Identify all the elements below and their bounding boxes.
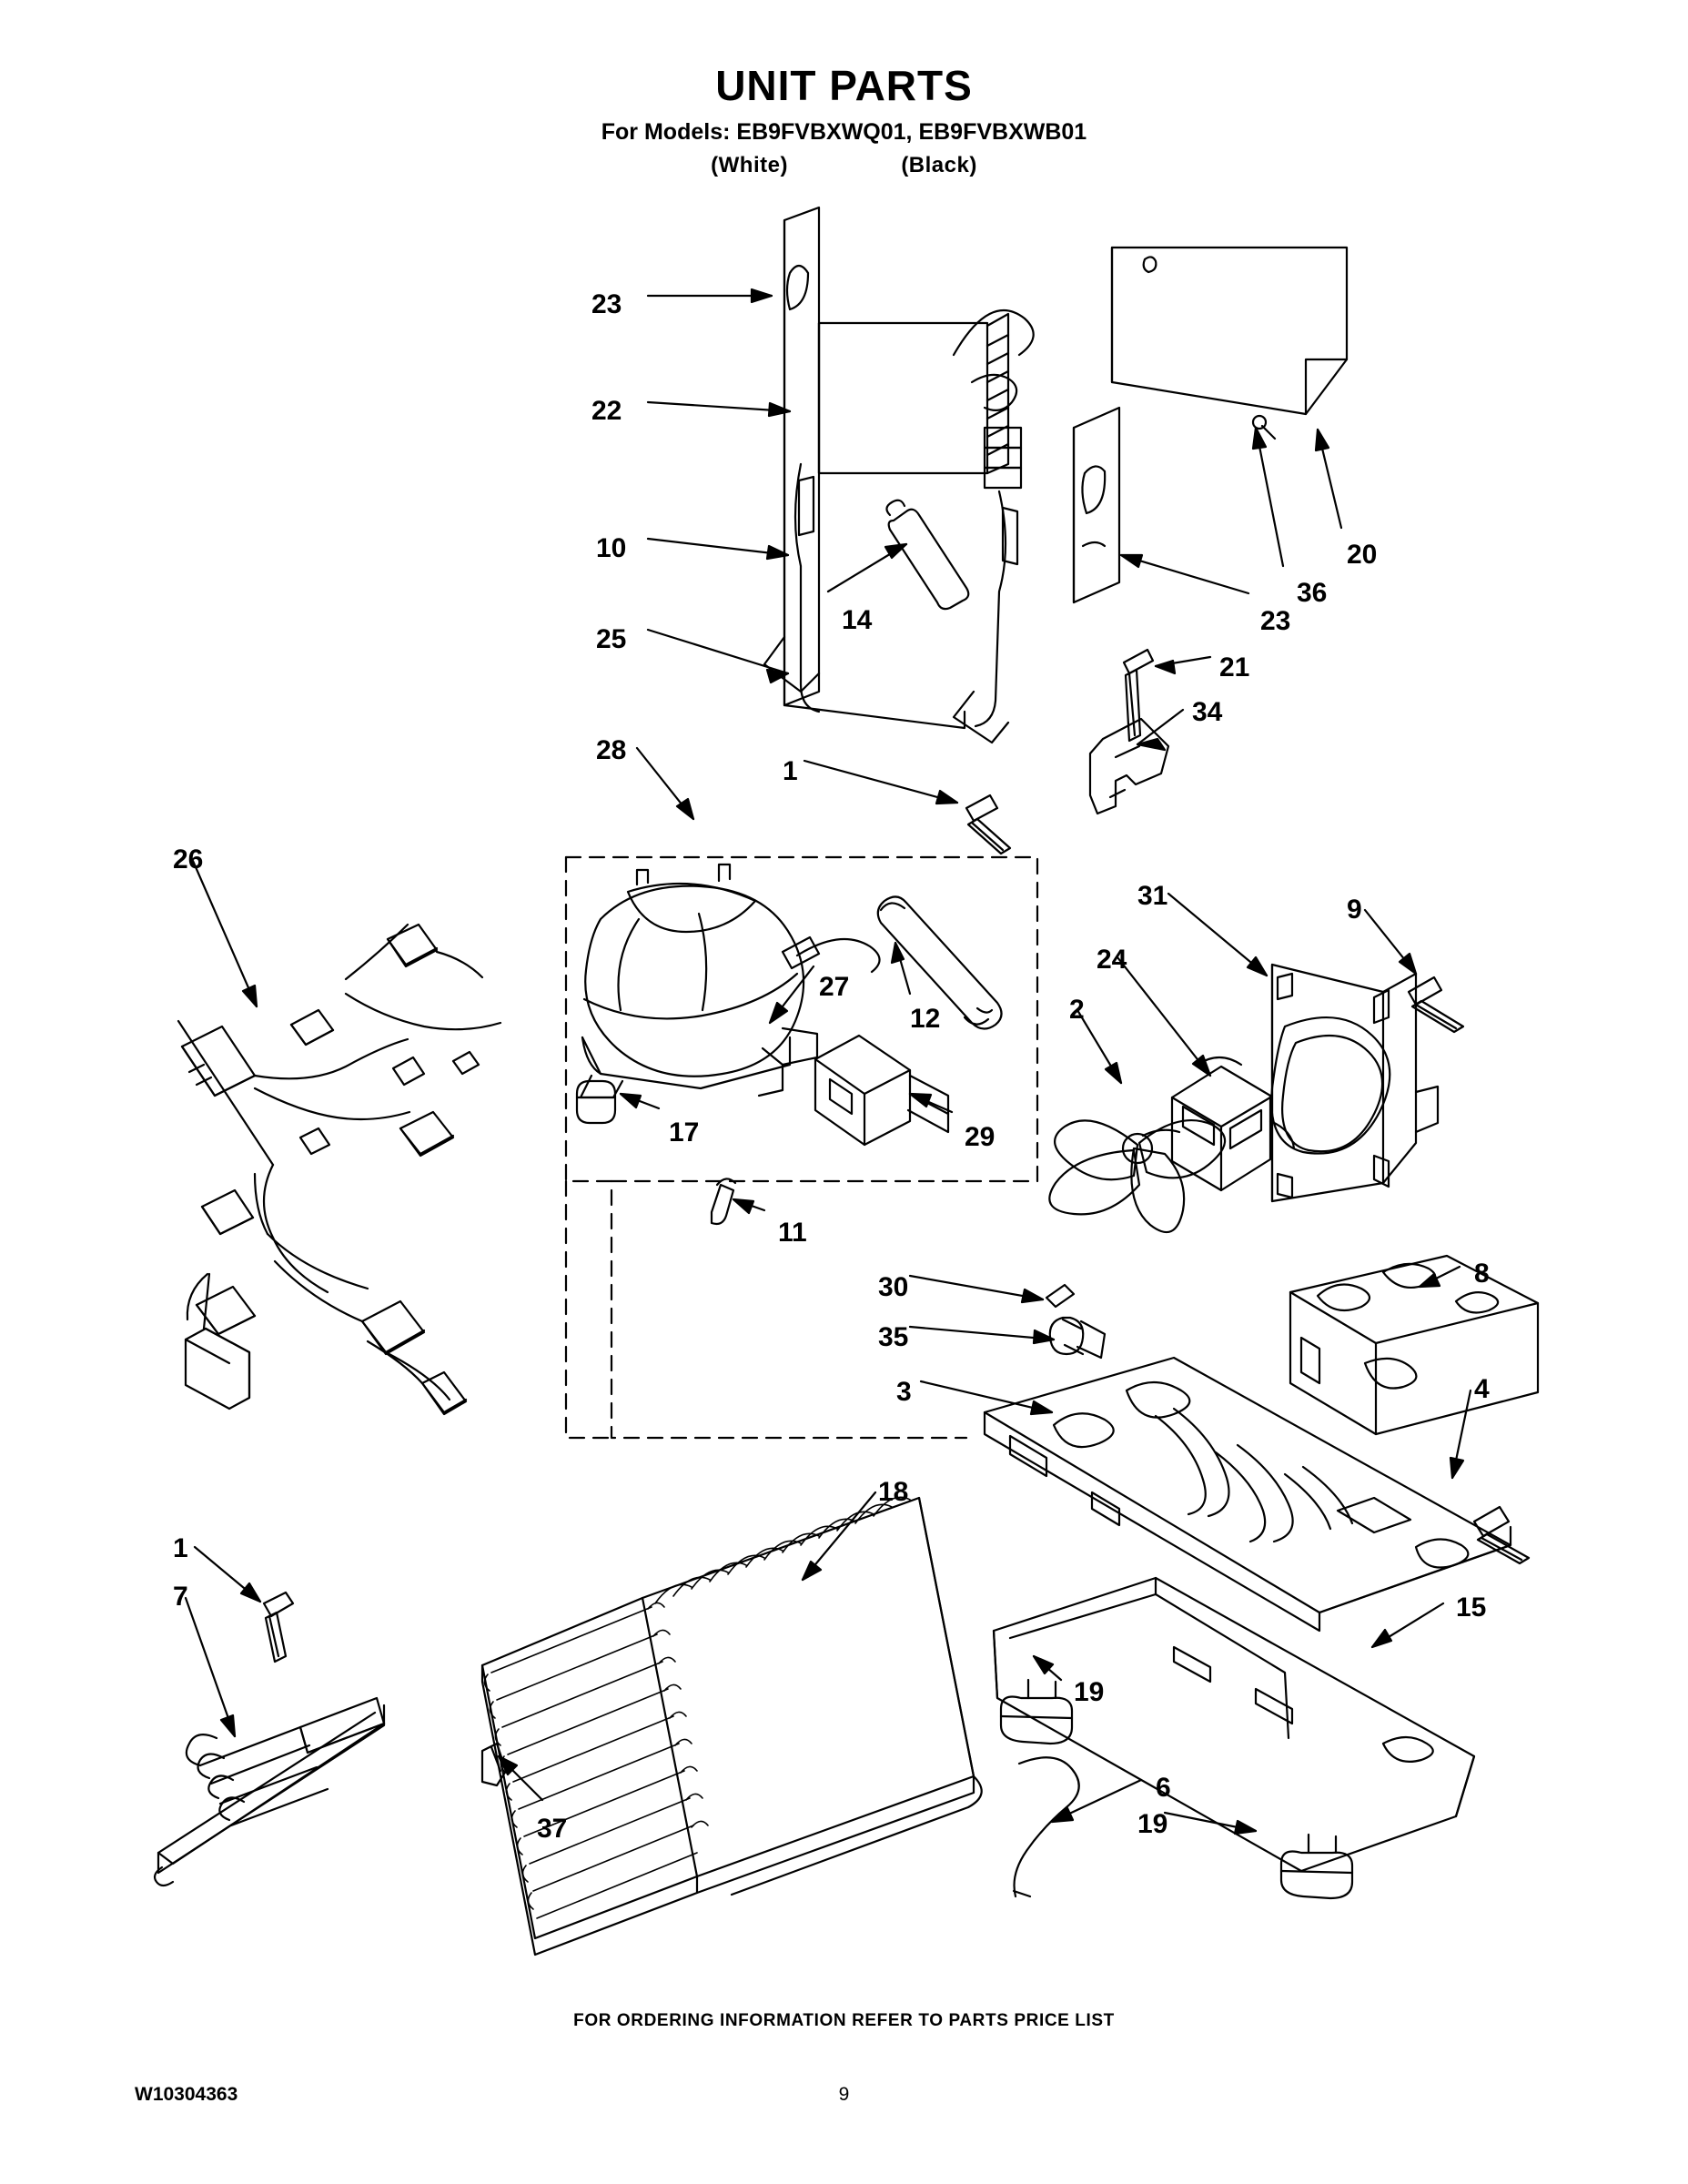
callout-number: 21 bbox=[1219, 652, 1250, 682]
part-10-left-tube bbox=[795, 464, 819, 712]
part-25-bracket-foot bbox=[764, 637, 819, 692]
callout-number: 22 bbox=[591, 396, 622, 426]
part-18-evaporator-coil bbox=[482, 1497, 982, 1955]
part-14-drier bbox=[886, 500, 968, 609]
part-8-drain-pan bbox=[1290, 1256, 1538, 1434]
callout-number: 24 bbox=[1097, 945, 1127, 975]
part-7-defrost-heater bbox=[155, 1698, 384, 1886]
part-35-grommet bbox=[1050, 1318, 1105, 1358]
callout-number: 34 bbox=[1192, 697, 1223, 727]
callout-number: 12 bbox=[910, 1004, 941, 1034]
callout-number: 9 bbox=[1347, 895, 1362, 925]
part-23-rear-bracket bbox=[784, 207, 965, 728]
color-white: (White) bbox=[711, 153, 788, 178]
callout-number: 2 bbox=[1069, 995, 1085, 1025]
callout-number: 6 bbox=[1156, 1773, 1171, 1803]
callout-number: 11 bbox=[778, 1218, 807, 1248]
part-1-screw-top bbox=[966, 795, 1010, 854]
part-17-grommet bbox=[577, 1081, 615, 1123]
models-label: For Models: bbox=[601, 119, 731, 146]
footer-note: FOR ORDERING INFORMATION REFER TO PARTS PRICE LIST bbox=[573, 2011, 1115, 2030]
callout-number: 27 bbox=[819, 972, 850, 1002]
callout-number: 1 bbox=[783, 756, 798, 786]
callout-number: 29 bbox=[965, 1122, 996, 1152]
leader-lines bbox=[186, 289, 1471, 1834]
part-1-screw-bottom-left bbox=[264, 1592, 293, 1662]
part-11-clip bbox=[712, 1178, 735, 1224]
callout-number: 17 bbox=[669, 1117, 700, 1148]
page-title: UNIT PARTS bbox=[715, 62, 973, 109]
callout-number: 1 bbox=[173, 1533, 188, 1563]
part-23-right-bracket bbox=[1074, 408, 1119, 602]
callout-number: 30 bbox=[878, 1272, 909, 1302]
footer-part-code: W10304363 bbox=[135, 2084, 238, 2105]
footer-page-number: 9 bbox=[838, 2084, 850, 2105]
callout-number: 23 bbox=[591, 289, 622, 319]
part-30-pin bbox=[1046, 1285, 1074, 1307]
callout-number: 23 bbox=[1260, 606, 1291, 636]
callout-number: 31 bbox=[1137, 881, 1168, 911]
callout-number: 36 bbox=[1297, 578, 1328, 608]
part-22-condenser-coil bbox=[819, 310, 1034, 488]
callout-number: 14 bbox=[842, 605, 873, 635]
part-26-wire-harness bbox=[178, 925, 500, 1414]
callout-number: 7 bbox=[173, 1582, 188, 1612]
callout-number: 20 bbox=[1347, 540, 1378, 570]
callout-number: 37 bbox=[537, 1814, 568, 1844]
callout-number: 8 bbox=[1474, 1259, 1490, 1289]
callout-number: 3 bbox=[896, 1377, 912, 1407]
callout-number: 18 bbox=[878, 1477, 909, 1507]
part-6-drain-tube bbox=[1014, 1757, 1079, 1896]
callout-number: 19 bbox=[1074, 1677, 1105, 1707]
part-29-relay bbox=[815, 1036, 948, 1145]
part-10-right-tube bbox=[954, 491, 1017, 743]
callout-number: 28 bbox=[596, 735, 627, 765]
callout-number: 10 bbox=[596, 533, 627, 563]
callout-number: 19 bbox=[1137, 1809, 1168, 1839]
models-value: EB9FVBXWQ01, EB9FVBXWB01 bbox=[736, 119, 1087, 146]
color-black: (Black) bbox=[901, 153, 977, 178]
callout-number: 35 bbox=[878, 1322, 909, 1352]
callout-number: 25 bbox=[596, 624, 627, 654]
callout-number: 4 bbox=[1474, 1374, 1490, 1404]
callout-number: 26 bbox=[173, 844, 204, 875]
callout-number: 15 bbox=[1456, 1592, 1487, 1623]
part-20-top-panel bbox=[1112, 248, 1347, 414]
part-3-base-plate bbox=[985, 1358, 1511, 1631]
part-24-fan-motor bbox=[1172, 1057, 1294, 1190]
